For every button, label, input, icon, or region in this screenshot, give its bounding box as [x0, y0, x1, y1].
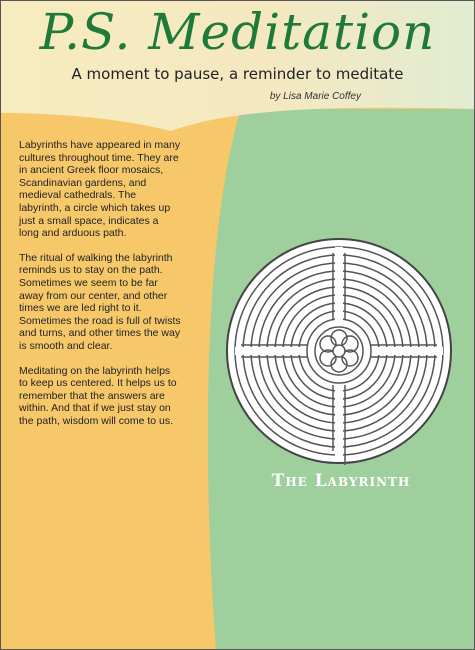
paragraph-2: The ritual of walking the labyrinth reminds us to stay on the path. Sometimes we seem to be far away from our center, and other times we are led right to it. Sometimes the road is full of twists and turns, and other times the way is smooth and clear. [19, 251, 181, 352]
header [1, 1, 474, 113]
labyrinth-icon [223, 235, 455, 467]
paragraph-3: Meditating on the labyrinth helps to keep us centered. It helps us to remember that the answers are within. And that if we just stay on the path, wisdom will come to us. [19, 364, 177, 427]
paragraph-1: Labyrinths have appeared in many cultures throughout time. They are in ancient Greek floor mosaics, Scandinavian gardens, and medieval cathedrals. The labyrinth, a circle which takes up just a small space, indicates a long and arduous path. [19, 139, 181, 240]
author-byline: by Lisa Marie Coffey [269, 91, 361, 102]
figure-caption: The Labyrinth [271, 471, 411, 491]
article-body [19, 139, 181, 439]
labyrinth-figure [223, 235, 455, 467]
page-title: P.S. Meditation [39, 3, 436, 61]
page-subtitle: A moment to pause, a reminder to meditate [71, 65, 404, 83]
